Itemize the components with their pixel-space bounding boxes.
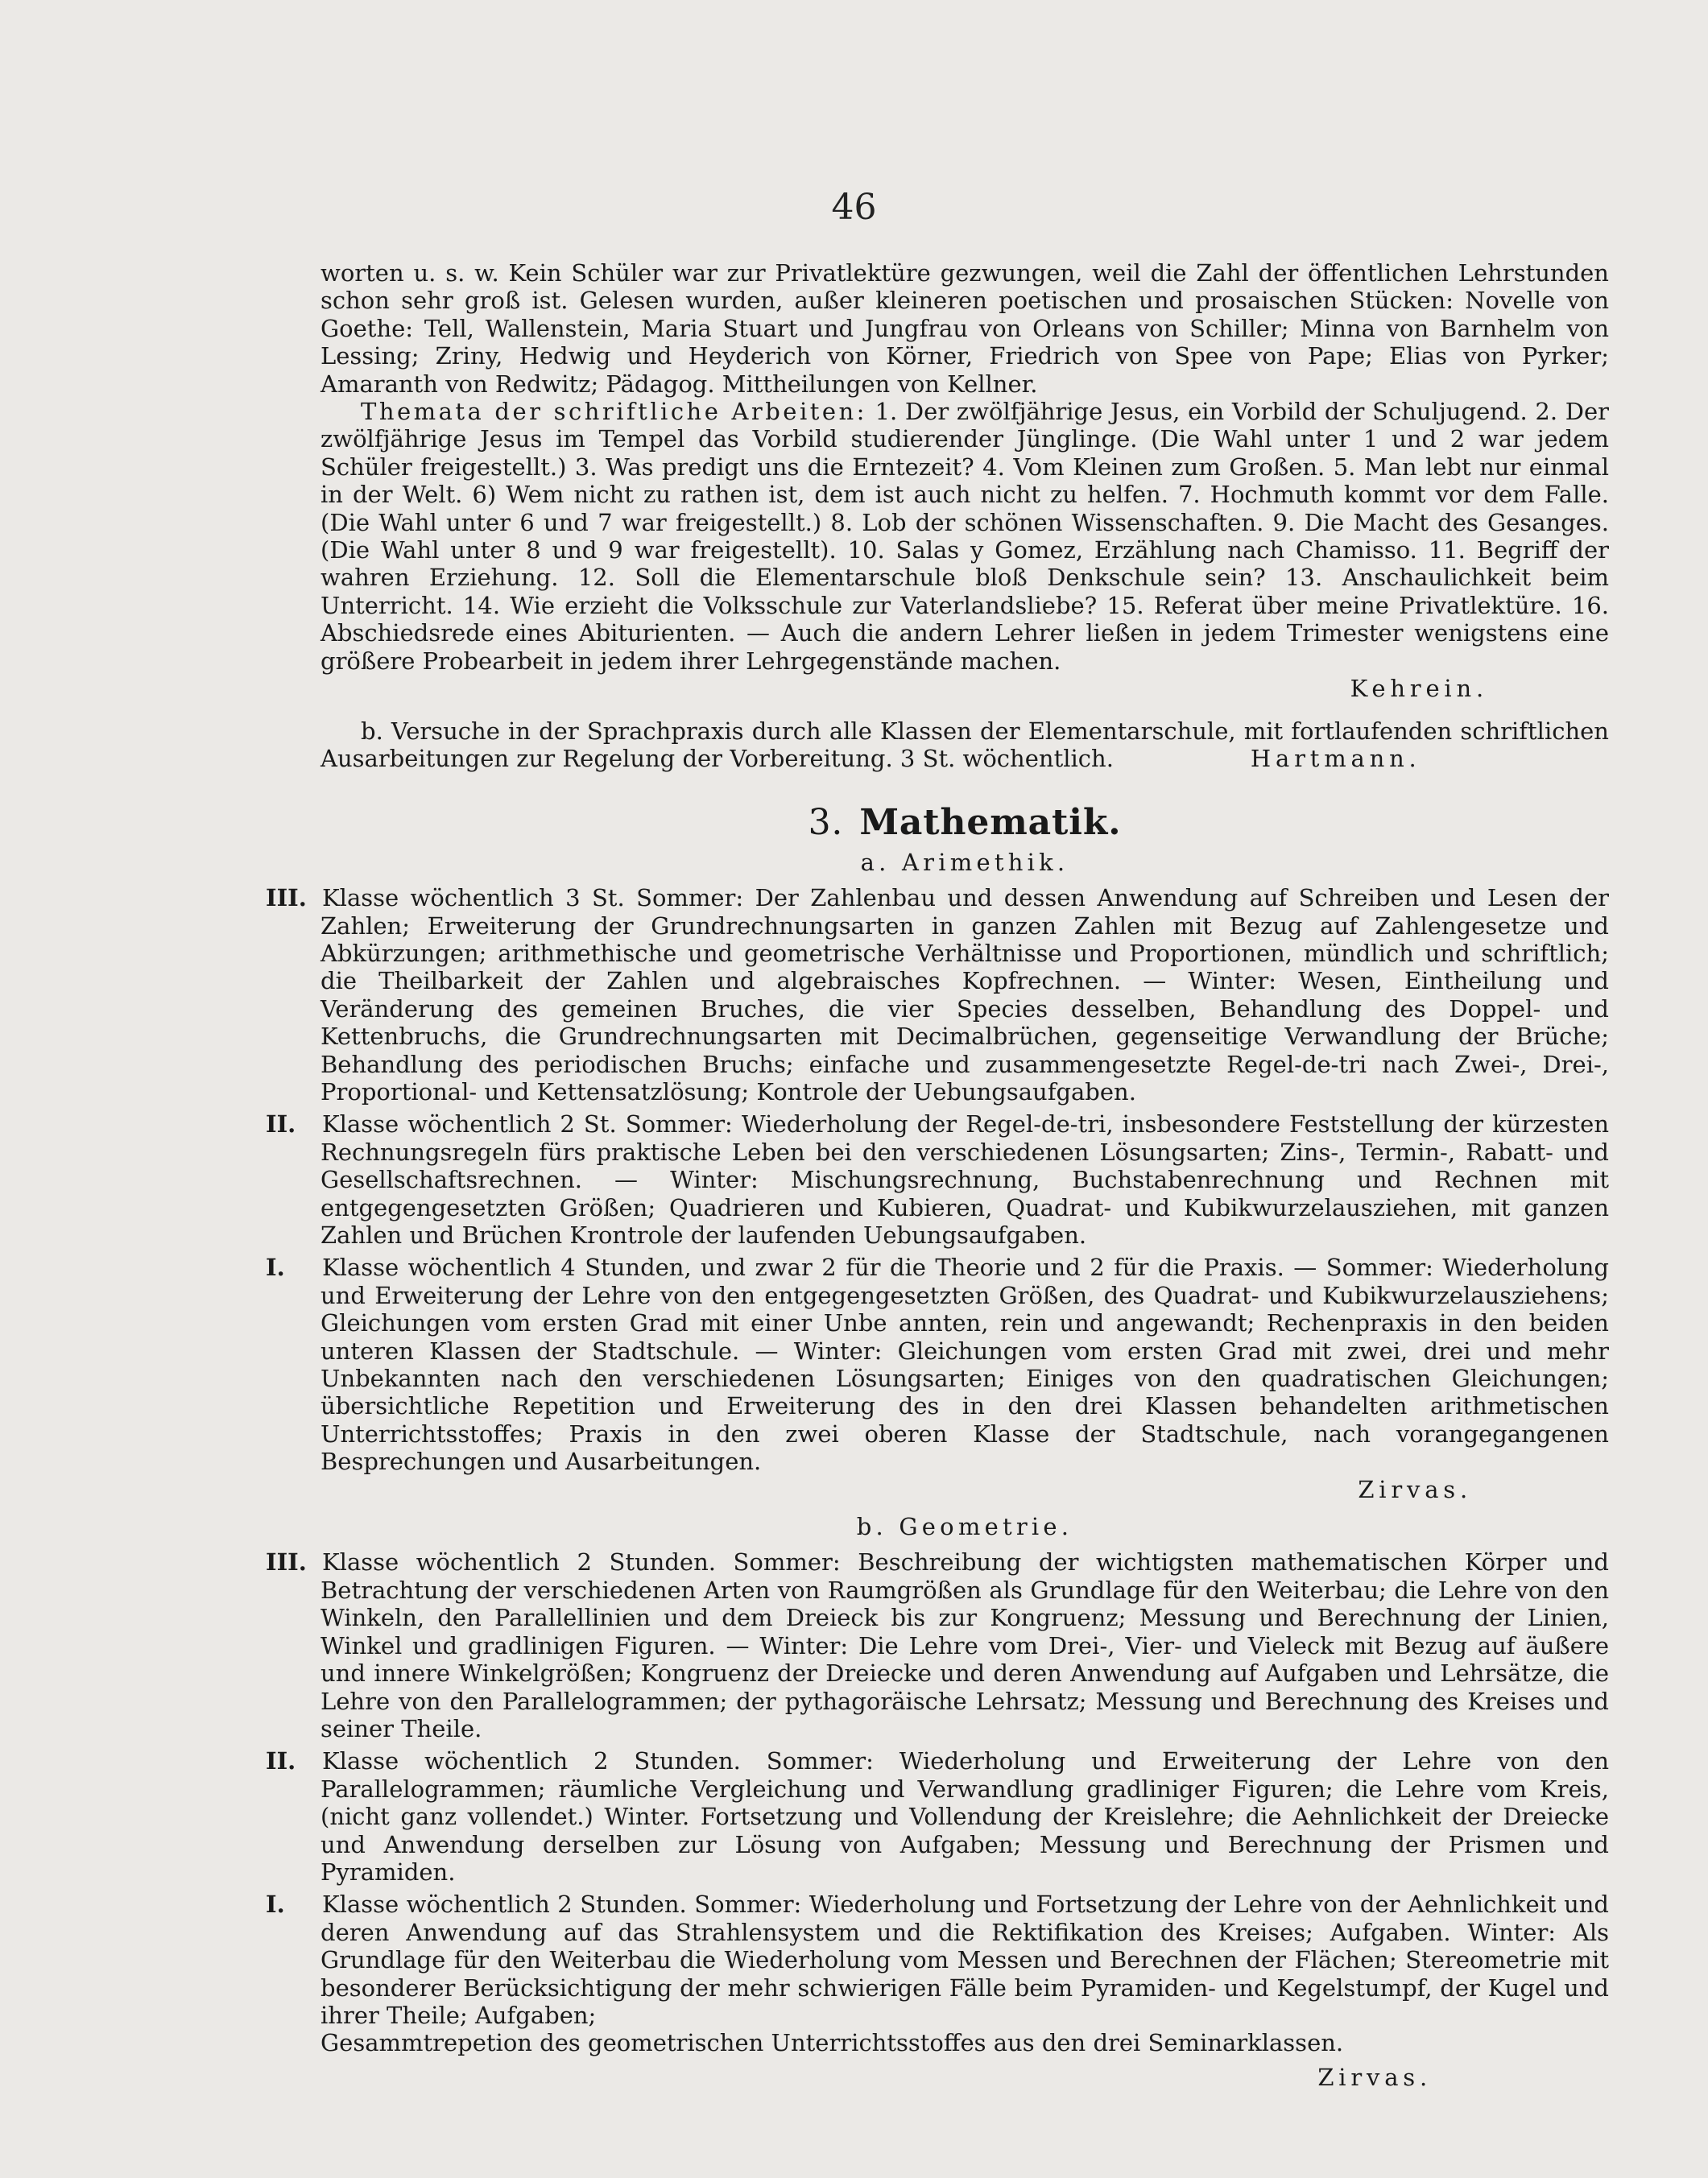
class-number: III. bbox=[266, 884, 307, 912]
geometrie-heading: b. Geometrie. bbox=[856, 1513, 1073, 1541]
themata-label: Themata der schriftliche Arbeiten: bbox=[361, 398, 867, 426]
signature-zirvas-arithmetik: Zirvas. bbox=[1358, 1475, 1472, 1503]
class-text: Klasse wöchentlich 3 St. Sommer: Der Zahlenbau und dessen Anwendung auf Schreiben und Lesen der Zahlen; Erweiterung der Grundrechnungsarten in ganzen Zahlen mit Bezug auf Zahlengesetze und Abkürzungen; arithmethische und geometrische Verhältnisse und Proportionen, mündlich und schriftlich; die Theilbarkeit der Zahlen und algebraisches Kopfrechnen. — Winter: Wesen, Eintheilung und Veränderung des gemeinen Bruches, die vier Species desselben, Behandlung des Doppel- und Kettenbruchs, die Grundrechnungsarten mit Decimalbrüchen, gegenseitige Verwandlung der Brüche; Behandlung des periodischen Bruchs; einfache und zusammengesetzte Regel-de-tri nach Zwei-, Drei-, Proportional- und Kettensatzlösung; Kontrole der Uebungsaufgaben. bbox=[321, 884, 1609, 1106]
signature-hartmann: Hartmann. bbox=[1250, 744, 1421, 772]
sprachpraxis-text: b. Versuche in der Sprachpraxis durch alle Klassen der Elementarschule, mit fortlaufenden schriftlichen Ausarbeitungen zur Regelung der Vorbereitung. 3 St. wöchentlich. bbox=[321, 717, 1609, 772]
class-number: III. bbox=[266, 1548, 307, 1577]
section-number: 3. bbox=[808, 802, 844, 844]
themata-text: 1. Der zwölfjährige Jesus, ein Vorbild der Schuljugend. 2. Der zwölfjährige Jesus im Tempel das Vorbild studierender Jünglinge. (Die Wahl unter 1 und 2 war jedem Schüler freigestellt.) 3. Was predigt uns die Erntezeit? 4. Vom Kleinen zum Großen. 5. Man lebt nur einmal in der Welt. 6) Wem nicht zu rathen ist, dem ist auch nicht zu helfen. 7. Hochmuth kommt vor dem Falle. (Die Wahl unter 6 und 7 war freigestellt.) 8. Lob der schönen Wissenschaften. 9. Die Macht des Gesanges. (Die Wahl unter 8 und 9 war freigestellt). 10. Salas y Gomez, Erzählung nach Chamisso. 11. Begriff der wahren Erziehung. 12. Soll die Elementarschule bloß Denkschule sein? 13. Anschaulichkeit beim Unterricht. 14. Wie erzieht die Volksschule zur Vaterlandsliebe? 15. Referat über meine Privatlektüre. 16. Abschiedsrede eines Abiturienten. — Auch die andern Lehrer ließen in jedem Trimester wenigstens eine größere Probearbeit in jedem ihrer Lehrgegenstände machen. bbox=[321, 398, 1609, 675]
geometrie-class-2 bbox=[266, 1747, 1609, 1886]
sprachpraxis-paragraph bbox=[321, 717, 1609, 773]
signature-zirvas-geometrie: Zirvas. bbox=[1317, 2063, 1432, 2091]
signature-kehrein: Kehrein. bbox=[1350, 675, 1488, 703]
class-number: I. bbox=[266, 1254, 285, 1282]
page-number: 46 bbox=[831, 187, 877, 228]
class-text: Klasse wöchentlich 2 Stunden. Sommer: Wiederholung und Erweiterung der Lehre von den Parallelogrammen; räumliche Vergleichung und Verwandlung gradliniger Figuren; die Lehre vom Kreis, (nicht ganz vollendet.) Winter. Fortsetzung und Vollendung der Kreislehre; die Aehnlichkeit der Dreiecke und Anwendung derselben zur Lösung von Aufgaben; Messung und Berechnung der Prismen und Pyramiden. bbox=[321, 1747, 1609, 1886]
section-heading bbox=[321, 802, 1609, 844]
arithmetik-class-2 bbox=[266, 1110, 1609, 1249]
arithmetik-class-3 bbox=[266, 884, 1609, 1106]
geometrie-class-3 bbox=[266, 1548, 1609, 1742]
section-title: Mathematik. bbox=[859, 802, 1122, 844]
class-number: I. bbox=[266, 1891, 285, 1919]
page-body bbox=[266, 259, 1609, 2091]
class-number: II. bbox=[266, 1110, 296, 1139]
geometrie-class-1 bbox=[266, 1891, 1609, 2029]
class-text: Klasse wöchentlich 2 St. Sommer: Wiederholung der Regel-de-tri, insbesondere Feststellung der kürzesten Rechnungsregeln fürs praktische Leben bei den verschiedenen Lösungsarten; Zins-, Termin-, Rabatt- und Gesellschaftsrechnen. — Winter: Mischungsrechnung, Buchstabenrechnung und Rechnen mit entgegengesetzten Größen; Quadrieren und Kubieren, Quadrat- und Kubikwurzelausziehen, mit ganzen Zahlen und Brüchen Krontrole der laufenden Uebungsaufgaben. bbox=[321, 1110, 1609, 1249]
arithmetik-class-1 bbox=[266, 1254, 1609, 1476]
class-number: II. bbox=[266, 1747, 296, 1775]
class-text: Klasse wöchentlich 2 Stunden. Sommer: Wiederholung und Fortsetzung der Lehre von der Aehnlichkeit und deren Anwendung auf das Strahlensystem und die Rektifikation des Kreises; Aufgaben. Winter: Als Grundlage für den Weiterbau die Wiederholung vom Messen und Berechnen der Flächen; Stereometrie mit besonderer Berücksichtigung der mehr schwierigen Fälle beim Pyramiden- und Kegelstumpf, der Kugel und ihrer Theile; Aufgaben; bbox=[321, 1891, 1609, 2029]
intro-paragraph: worten u. s. w. Kein Schüler war zur Privatlektüre gezwungen, weil die Zahl der öffentlichen Lehrstunden schon sehr groß ist. Gelesen wurden, außer kleineren poetischen und prosaischen Stücken: Novelle von Goethe: Tell, Wallenstein, Maria Stuart und Jungfrau von Orleans von Schiller; Minna von Barnhelm von Lessing; Zriny, Hedwig und Heyderich von Körner, Friedrich von Spee von Pape; Elias von Pyrker; Amaranth von Redwitz; Pädagog. Mittheilungen von Kellner. bbox=[321, 259, 1609, 398]
class-text: Klasse wöchentlich 2 Stunden. Sommer: Beschreibung der wichtigsten mathematischen Körper und Betrachtung der verschiedenen Arten von Raumgrößen als Grundlage für den Weiterbau; die Lehre von den Winkeln, den Parallellinien und dem Dreieck bis zur Kongruenz; Messung und Berechnung der Linien, Winkel und gradlinigen Figuren. — Winter: Die Lehre vom Drei-, Vier- und Vieleck mit Bezug auf äußere und innere Winkelgrößen; Kongruenz der Dreiecke und deren Anwendung auf Aufgaben und Lehrsätze, die Lehre von den Parallelogrammen; der pythagoräische Lehrsatz; Messung und Berechnung des Kreises und seiner Theile. bbox=[321, 1548, 1609, 1742]
geometrie-closing: Gesammtrepetion des geometrischen Unterrichtsstoffes aus den drei Seminarklassen. bbox=[321, 2029, 1344, 2057]
arithmetik-heading: a. Arimethik. bbox=[860, 848, 1069, 876]
class-text: Klasse wöchentlich 4 Stunden, und zwar 2 für die Theorie und 2 für die Praxis. — Sommer: Wiederholung und Erweiterung der Lehre von den entgegengesetzten Größen, des Quadrat- und Kubikwurzelausziehens; Gleichungen vom ersten Grad mit einer Unbe annten, rein und angewandt; Rechenpraxis in den beiden unteren Klassen der Stadtschule. — Winter: Gleichungen vom ersten Grad mit zwei, drei und mehr Unbekannten nach den verschiedenen Lösungsarten; Einiges von den quadratischen Gleichungen; übersichtliche Repetition und Erweiterung des in den drei Klassen behandelten arithmetischen Unterrichtsstoffes; Praxis in den zwei oberen Klasse der Stadtschule, nach vorangegangenen Besprechungen und Ausarbeitungen. bbox=[321, 1254, 1609, 1476]
themata-paragraph bbox=[321, 398, 1609, 675]
